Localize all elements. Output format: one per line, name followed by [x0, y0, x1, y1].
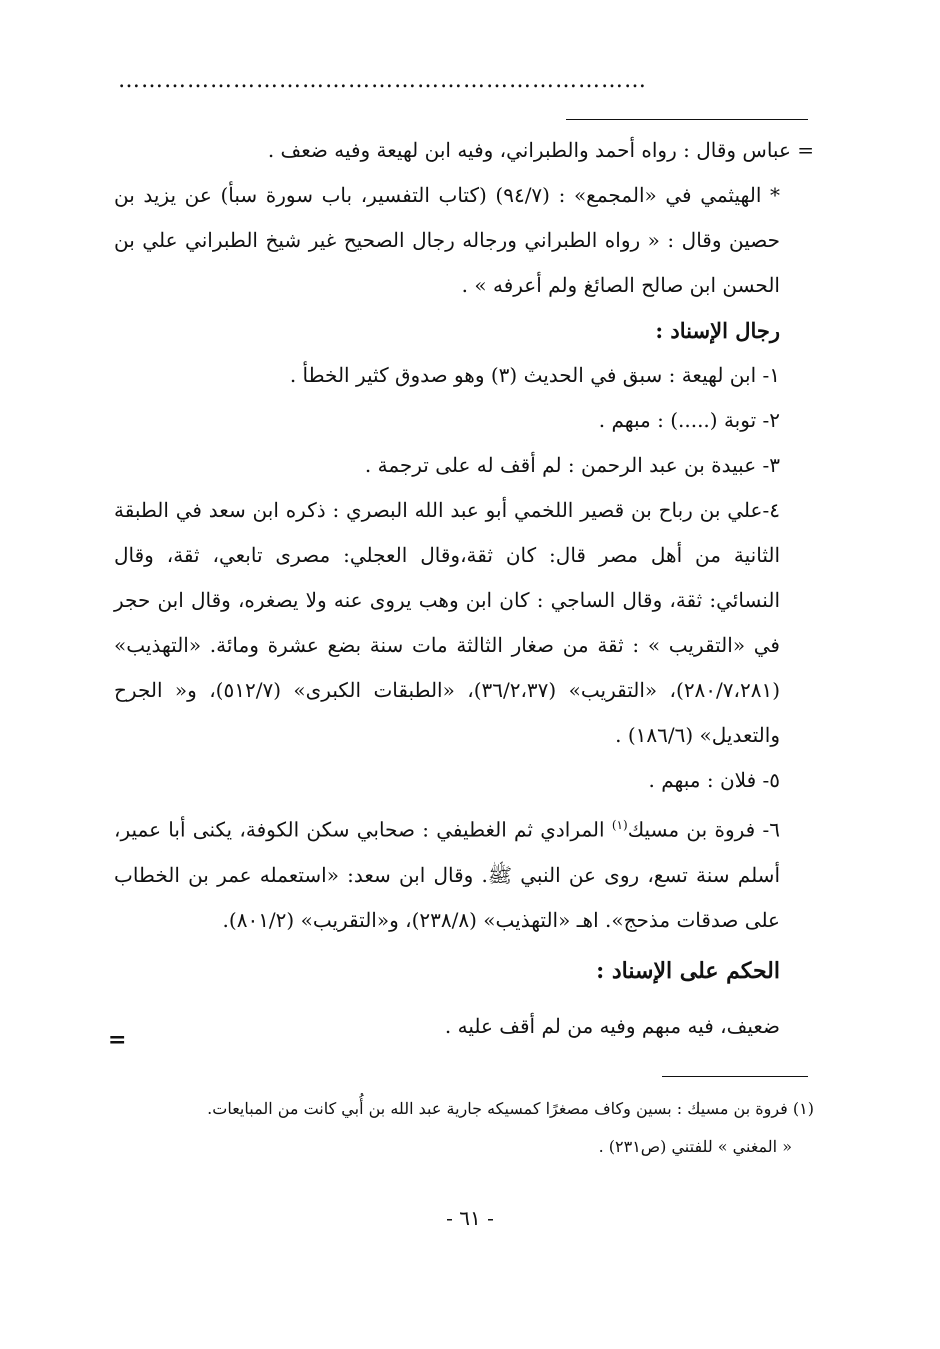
narrator-6	[114, 803, 814, 943]
verdict-heading: الحكم على الإسناد :	[596, 957, 780, 984]
paragraph-haythami: * الهيثمي في «المجمع» : (٩٤/٧) (كتاب التفسير، باب سورة سبأ) عن يزيد بن حصين وقال : « رواه الطبراني ورجاله رجال الصحيح غير شيخ الطبراني علي بن الحسن ابن صالح الصائغ ولم أعرفه » .	[114, 183, 780, 297]
narrator-1: ١- ابن لهيعة : سبق في الحديث (٣) وهو صدوق كثير الخطأ .	[289, 363, 780, 387]
verdict-text: ضعيف، فيه مبهم وفيه من لم أقف عليه .	[444, 1013, 780, 1038]
top-separator-rule	[566, 119, 808, 120]
footnote-separator-rule	[662, 1076, 808, 1077]
footnote-line-1: (١) فروة بن مسيك : بسين وكاف مصغرًا كمسيكه جارية عبد الله بن أُبي كانت من المبايعات.	[207, 1099, 814, 1118]
paragraph-continuation: = عباس وقال : رواه أحمد والطبراني، وفيه ابن لهيعة وفيه ضعف .	[267, 138, 814, 162]
narrator-4: ٤-علي بن رباح بن قصير اللخمي أبو عبد الله البصري : ذكره ابن سعد في الطبقة الثانية من أهل مصر قال: كان ثقة،وقال العجلي: مصرى تابعي، ثقة، وقال النسائي: ثقة، وقال الساجي : كان ابن وهب يروى عنه ولا يصغره، وقال ابن حجر في «التقريب » : ثقة من صغار الثالثة مات سنة بضع عشرة ومائة. «التهذيب» (٢٨٠/٧،٢٨١)، «التقريب» (٣٦/٢،٣٧)، «الطبقات الكبرى» (٥١٢/٧)، و« الجرح والتعديل» (١٨٦/٦) .	[114, 498, 781, 747]
narrator-6-name: ٦- فروة بن مسيك	[627, 817, 780, 842]
narrator-6-text: المرادي ثم الغطيفي : صحابي سكن الكوفة، يكنى أبا عمير، أسلم سنة تسع، روى عن النبي ﷺ. وقال ابن سعد: «استعمله عمر بن الخطاب على صدقات مذحج». اهـ «التهذيب» (٢٣٨/٨)، و«التقريب» (٨٠١/٢).	[114, 817, 780, 932]
narrator-2: ٢- توبة (.....) : مبهم .	[598, 408, 780, 432]
narrator-3: ٣- عبيدة بن عبد الرحمن : لم أقف له على ترجمة .	[364, 453, 780, 477]
header-dotted-line: ……………………………………………………………	[118, 70, 647, 92]
narrator-5: ٥- فلان : مبهم .	[648, 768, 780, 792]
main-text	[114, 128, 814, 1049]
page-number: - ٦١ -	[446, 1206, 494, 1230]
continuation-mark: =	[108, 1027, 127, 1053]
footnote	[114, 1090, 814, 1166]
footnote-reference[interactable]: (١)	[611, 818, 628, 832]
footnote-line-2: « المغني » للفتني (ص٢٣١) .	[598, 1137, 792, 1156]
isnad-heading: رجال الإسناد :	[655, 318, 780, 343]
